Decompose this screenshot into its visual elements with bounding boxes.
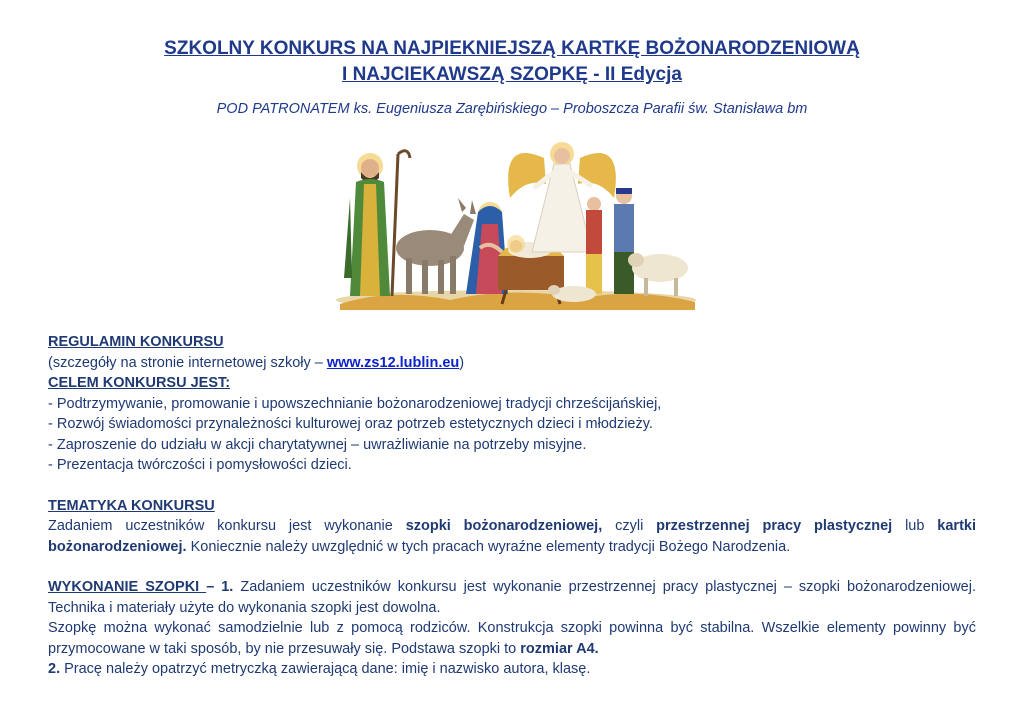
tematyka-bold-2: przestrzennej pracy plastycznej [656,518,893,534]
tematyka-bold-3: kartki bożonarodzeniowej. [48,518,976,555]
wykonanie-size-a4: rozmiar A4. [520,640,599,657]
tematyka-paragraph [48,516,976,557]
wykonanie-paragraph-1 [48,577,976,618]
wykonanie-text-3: Pracę należy opatrzyć metryczką zawierającą dane: imię i nazwisko autora, klasę. [60,661,591,677]
tematyka-text-4: Koniecznie należy uwzględnić w tych pracach wyraźne elementy tradycji Bożego Narodzenia. [186,538,791,555]
regulations-body [48,332,976,680]
tematyka-text-3: lub [892,518,938,534]
tematyka-text-2: czyli [602,518,657,534]
goal-item: - Zaproszenie do udziału w akcji charytatywnej – uwrażliwianie na potrzeby misyjne. [48,436,587,453]
title-line-1: SZKOLNY KONKURS NA NAJPIEKNIEJSZĄ KARTKĘ BOŻONARODZENIOWĄ [164,38,860,59]
wykonanie-heading: WYKONANIE SZOPKI [48,579,207,595]
regulamin-details-prefix: (szczegóły na stronie internetowej szkoły – [48,354,327,371]
goal-item: - Podtrzymywanie, promowanie i upowszechnianie bożonarodzeniowej tradycji chrześcijańskiej, [48,395,662,412]
regulamin-heading: REGULAMIN KONKURSU [48,334,224,350]
wykonanie-paragraph-2 [48,618,976,659]
shepherds-figure [586,188,634,294]
goal-item: - Prezentacja twórczości i pomysłowości dzieci. [48,457,352,473]
tematyka-text-1: Zadaniem uczestników konkursu jest wykonanie [48,518,406,534]
goal-item: - Rozwój świadomości przynależności kulturowej oraz potrzeb estetycznych dzieci i młodzieży. [48,416,653,432]
wykonanie-number-1: – 1. [206,579,234,595]
tematyka-bold-1: szopki bożonarodzeniowej, [405,518,603,534]
patronage-text: POD PATRONATEM ks. Eugeniusza Zarębińskiego – Proboszcza Parafii św. Stanisława bm [216,101,808,117]
goals-heading: CELEM KONKURSU JEST: [48,375,231,391]
wykonanie-paragraph-3 [48,659,976,680]
nativity-illustration [330,128,702,310]
regulamin-details [48,353,976,374]
title-line-2: I NAJCIEKAWSZĄ SZOPKĘ - II Edycja [342,64,682,85]
wykonanie-text-1: Zadaniem uczestników konkursu jest wykonanie przestrzennej pracy plastycznej – szopki bożonarodzeniowej. Technika i materiały użyte do wykonania szopki jest dowolna. [48,579,976,616]
wykonanie-text-2: Szopkę można wykonać samodzielnie lub z pomocą rodziców. Konstrukcja szopki powinna być stabilna. Wszelkie elementy powinny być przymocowane w taki sposób, by nie przesuwały się. Podstawa szopki to [48,620,976,657]
joseph-figure [344,151,410,296]
tematyka-heading: TEMATYKA KONKURSU [48,497,215,514]
wykonanie-number-2: 2. [48,661,61,677]
donkey-figure [396,198,476,294]
regulamin-details-suffix: ) [459,354,465,371]
school-website-link[interactable]: www.zs12.lublin.eu [326,354,460,371]
